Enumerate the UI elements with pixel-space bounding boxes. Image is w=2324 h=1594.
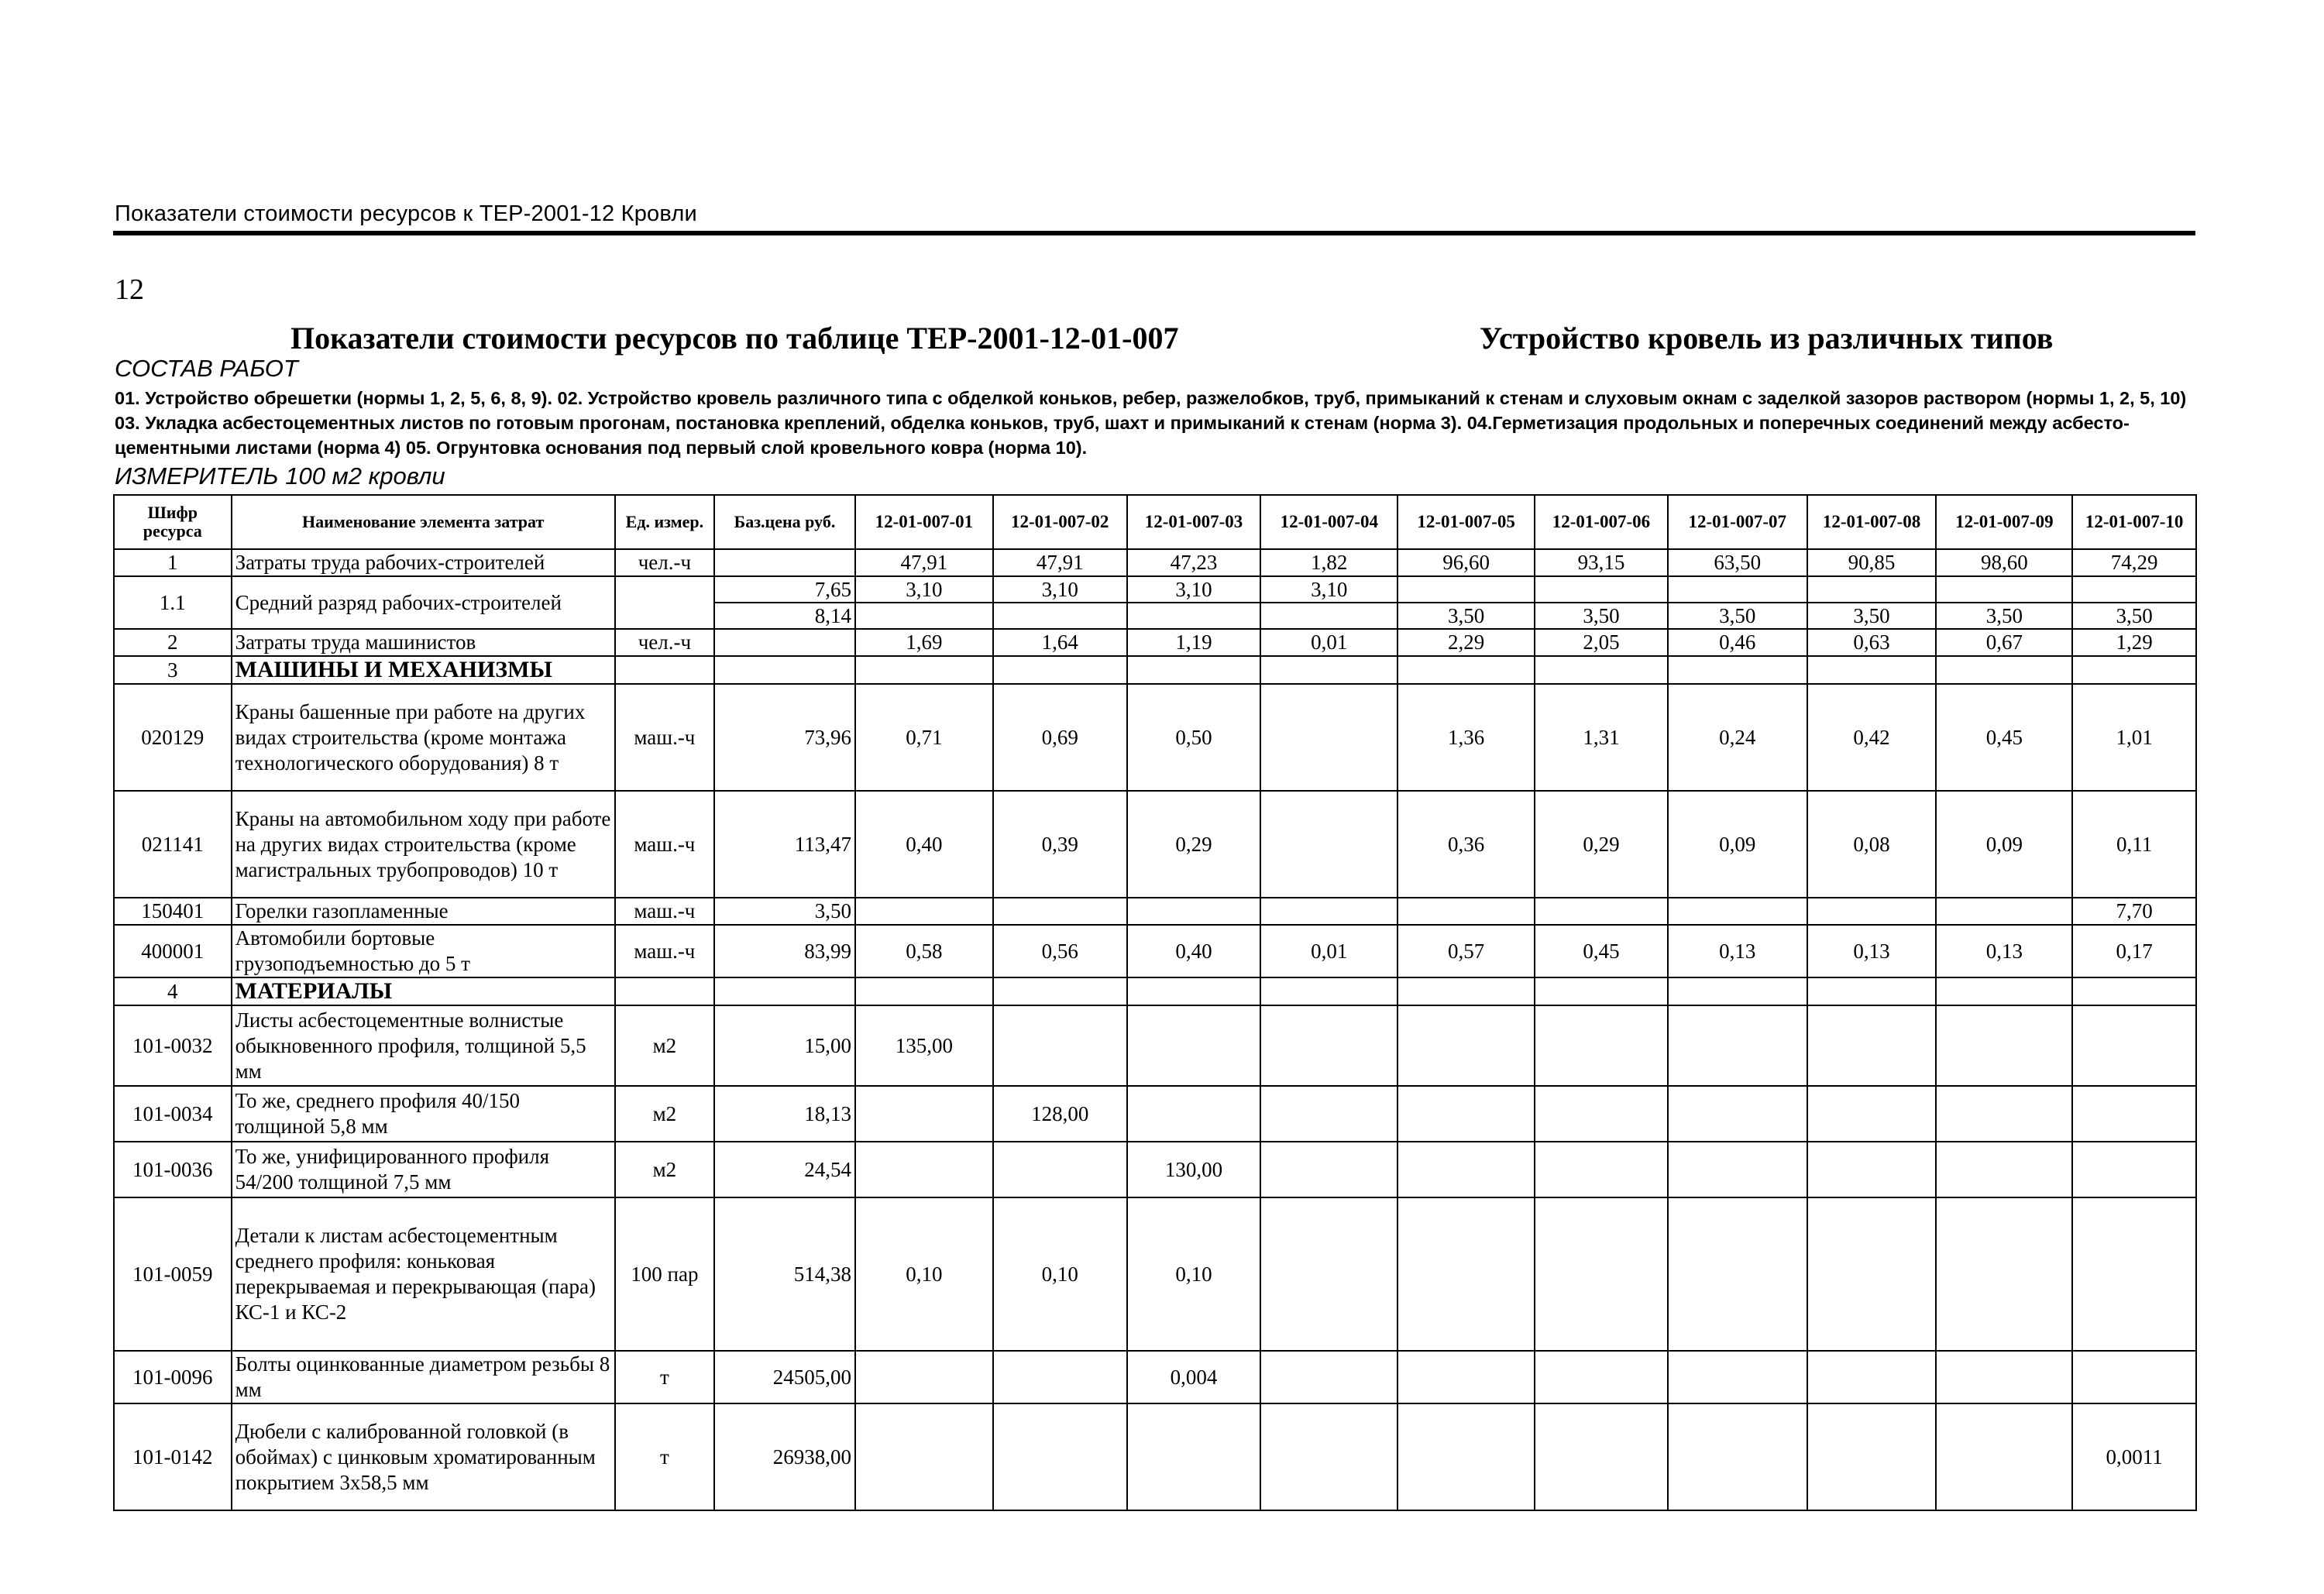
norm-value bbox=[993, 603, 1127, 629]
base-price: 24,54 bbox=[714, 1142, 855, 1197]
resource-unit: 100 пар bbox=[615, 1197, 714, 1351]
resource-cost-table bbox=[113, 494, 2197, 1511]
base-price: 24505,00 bbox=[714, 1351, 855, 1403]
empty-cell bbox=[1397, 977, 1535, 1005]
norm-value bbox=[1397, 1197, 1535, 1351]
table-title: Показатели стоимости ресурсов по таблице ТЕР-2001-12-01-007 bbox=[290, 321, 1179, 356]
resource-unit: маш.-ч bbox=[615, 684, 714, 791]
norm-value bbox=[1936, 1086, 2072, 1142]
norm-value bbox=[1807, 1403, 1937, 1510]
table-subtitle: Устройство кровель из различных типов bbox=[1480, 321, 2054, 356]
empty-cell bbox=[1397, 656, 1535, 684]
norm-value: 0,42 bbox=[1807, 684, 1937, 791]
norm-value: 0,01 bbox=[1260, 629, 1397, 656]
norm-value: 3,10 bbox=[993, 576, 1127, 603]
norm-value: 128,00 bbox=[993, 1086, 1127, 1142]
table-row bbox=[114, 925, 2196, 977]
empty-cell bbox=[993, 977, 1127, 1005]
section-title: МАТЕРИАЛЫ bbox=[232, 977, 615, 1005]
works-heading: СОСТАВ РАБОТ bbox=[115, 355, 298, 382]
norm-value bbox=[1260, 1086, 1397, 1142]
norm-value bbox=[1668, 1197, 1807, 1351]
norm-value: 0,29 bbox=[1535, 791, 1668, 898]
norm-value: 74,29 bbox=[2072, 549, 2196, 576]
norm-value: 0,09 bbox=[1936, 791, 2072, 898]
header-norm: 12-01-007-08 bbox=[1807, 495, 1937, 549]
norm-value: 0,45 bbox=[1535, 925, 1668, 977]
norm-value: 1,01 bbox=[2072, 684, 2196, 791]
norm-value: 3,50 bbox=[2072, 603, 2196, 629]
empty-cell bbox=[855, 656, 993, 684]
norm-value: 135,00 bbox=[855, 1005, 993, 1086]
norm-value: 0,0011 bbox=[2072, 1403, 2196, 1510]
resource-unit: маш.-ч bbox=[615, 925, 714, 977]
norm-value: 0,10 bbox=[855, 1197, 993, 1351]
norm-value bbox=[1397, 576, 1535, 603]
resource-code: 400001 bbox=[114, 925, 232, 977]
base-price: 18,13 bbox=[714, 1086, 855, 1142]
empty-cell bbox=[1127, 656, 1261, 684]
resource-name: Автомобили бортовые грузоподъемностью до 5 т bbox=[232, 925, 615, 977]
header-norm: 12-01-007-03 bbox=[1127, 495, 1261, 549]
norm-value: 0,40 bbox=[1127, 925, 1261, 977]
table-row bbox=[114, 1005, 2196, 1086]
norm-value: 0,29 bbox=[1127, 791, 1261, 898]
resource-name: Болты оцинкованные диаметром резьбы 8 мм bbox=[232, 1351, 615, 1403]
norm-value: 0,36 bbox=[1397, 791, 1535, 898]
base-price: 514,38 bbox=[714, 1197, 855, 1351]
norm-value: 3,50 bbox=[1936, 603, 2072, 629]
header-code: Шифр ресурса bbox=[114, 495, 232, 549]
norm-value bbox=[1936, 576, 2072, 603]
norm-value: 1,29 bbox=[2072, 629, 2196, 656]
empty-cell bbox=[1535, 656, 1668, 684]
resource-unit: м2 bbox=[615, 1086, 714, 1142]
empty-cell bbox=[714, 977, 855, 1005]
norm-value bbox=[1535, 1142, 1668, 1197]
base-price: 83,99 bbox=[714, 925, 855, 977]
table-row bbox=[114, 1403, 2196, 1510]
norm-value bbox=[1127, 898, 1261, 925]
header-norm: 12-01-007-05 bbox=[1397, 495, 1535, 549]
resource-code: 020129 bbox=[114, 684, 232, 791]
norm-value bbox=[1127, 1403, 1261, 1510]
resource-code: 101-0142 bbox=[114, 1403, 232, 1510]
norm-value bbox=[1535, 1403, 1668, 1510]
norm-value bbox=[2072, 1142, 2196, 1197]
norm-value: 0,40 bbox=[855, 791, 993, 898]
measurement-unit: ИЗМЕРИТЕЛЬ 100 м2 кровли bbox=[115, 462, 445, 490]
norm-value: 47,91 bbox=[855, 549, 993, 576]
header-price: Баз.цена руб. bbox=[714, 495, 855, 549]
norm-value: 0,13 bbox=[1807, 925, 1937, 977]
norm-value: 0,45 bbox=[1936, 684, 2072, 791]
resource-name: Затраты труда машинистов bbox=[232, 629, 615, 656]
norm-value bbox=[1807, 1086, 1937, 1142]
norm-value: 0,67 bbox=[1936, 629, 2072, 656]
norm-value bbox=[1260, 1005, 1397, 1086]
table-row bbox=[114, 1351, 2196, 1403]
resource-code: 4 bbox=[114, 977, 232, 1005]
header-norm: 12-01-007-07 bbox=[1668, 495, 1807, 549]
resource-unit bbox=[615, 576, 714, 629]
norm-value bbox=[1535, 898, 1668, 925]
resource-unit: т bbox=[615, 1403, 714, 1510]
section-row bbox=[114, 977, 2196, 1005]
base-price: 73,96 bbox=[714, 684, 855, 791]
header-norm: 12-01-007-02 bbox=[993, 495, 1127, 549]
empty-cell bbox=[855, 977, 993, 1005]
base-price: 3,50 bbox=[714, 898, 855, 925]
norm-value bbox=[1535, 1197, 1668, 1351]
resource-unit: м2 bbox=[615, 1005, 714, 1086]
norm-value: 7,70 bbox=[2072, 898, 2196, 925]
norm-value: 1,64 bbox=[993, 629, 1127, 656]
table-row bbox=[114, 898, 2196, 925]
resource-code: 101-0032 bbox=[114, 1005, 232, 1086]
norm-value bbox=[1668, 1403, 1807, 1510]
norm-value: 3,10 bbox=[855, 576, 993, 603]
norm-value bbox=[1535, 1351, 1668, 1403]
norm-value: 2,05 bbox=[1535, 629, 1668, 656]
header-norm: 12-01-007-04 bbox=[1260, 495, 1397, 549]
empty-cell bbox=[1807, 977, 1937, 1005]
base-price: 15,00 bbox=[714, 1005, 855, 1086]
norm-value bbox=[1397, 1005, 1535, 1086]
norm-value: 0,17 bbox=[2072, 925, 2196, 977]
empty-cell bbox=[615, 977, 714, 1005]
table-row bbox=[114, 629, 2196, 656]
norm-value: 90,85 bbox=[1807, 549, 1937, 576]
norm-value: 0,10 bbox=[993, 1197, 1127, 1351]
norm-value bbox=[855, 1086, 993, 1142]
norm-value bbox=[2072, 1197, 2196, 1351]
norm-value: 0,58 bbox=[855, 925, 993, 977]
norm-value bbox=[855, 1351, 993, 1403]
norm-value bbox=[1668, 576, 1807, 603]
norm-value bbox=[1397, 1403, 1535, 1510]
norm-value: 0,01 bbox=[1260, 925, 1397, 977]
header-name: Наименование элемента затрат bbox=[232, 495, 615, 549]
resource-unit: м2 bbox=[615, 1142, 714, 1197]
norm-value: 93,15 bbox=[1535, 549, 1668, 576]
base-price: 113,47 bbox=[714, 791, 855, 898]
empty-cell bbox=[1260, 656, 1397, 684]
resource-name: Средний разряд рабочих-строителей bbox=[232, 576, 615, 629]
norm-value bbox=[1807, 1142, 1937, 1197]
norm-value bbox=[855, 1403, 993, 1510]
resource-name: Дюбели с калиброванной головкой (в обоймах) с цинковым хроматированным покрытием 3х58,5 мм bbox=[232, 1403, 615, 1510]
resource-name: Краны на автомобильном ходу при работе на других видах строительства (кроме магистральных трубопроводов) 10 т bbox=[232, 791, 615, 898]
resource-unit: чел.-ч bbox=[615, 629, 714, 656]
norm-value bbox=[1260, 1142, 1397, 1197]
resource-code: 150401 bbox=[114, 898, 232, 925]
base-price: 7,65 bbox=[714, 576, 855, 603]
resource-code: 3 bbox=[114, 656, 232, 684]
norm-value bbox=[2072, 576, 2196, 603]
norm-value: 2,29 bbox=[1397, 629, 1535, 656]
works-description: 01. Устройство обрешетки (нормы 1, 2, 5, 6, 8, 9). 02. Устройство кровель различного типа с обделкой коньков, ребер, разжелобков, труб, примыканий к стенам и слуховым окнам с заделкой зазоров раствором (нормы 1, 2, 5, 10) 03. Укладка асбестоцементных листов по готовым прогонам, постановка креплений, обделка коньков, труб, шахт и примыканий к стенам (норма 3). 04.Герметизация продольных и поперечных соединений между асбесто-цементными листами (норма 4) 05. Огрунтовка основания под первый слой кровельного ковра (норма 10). bbox=[115, 388, 2187, 458]
norm-value bbox=[1260, 1351, 1397, 1403]
base-price bbox=[714, 549, 855, 576]
norm-value: 0,10 bbox=[1127, 1197, 1261, 1351]
resource-name: Детали к листам асбестоцементным среднего профиля: коньковая перекрываемая и перекрывающая (пара) КС-1 и КС-2 bbox=[232, 1197, 615, 1351]
resource-code: 101-0059 bbox=[114, 1197, 232, 1351]
empty-cell bbox=[1127, 977, 1261, 1005]
table-row bbox=[114, 791, 2196, 898]
norm-value: 96,60 bbox=[1397, 549, 1535, 576]
empty-cell bbox=[1668, 977, 1807, 1005]
norm-value: 0,24 bbox=[1668, 684, 1807, 791]
table-body bbox=[114, 549, 2196, 1510]
table-header-row bbox=[114, 495, 2196, 549]
norm-value bbox=[1127, 603, 1261, 629]
empty-cell bbox=[1936, 977, 2072, 1005]
empty-cell bbox=[2072, 977, 2196, 1005]
table-row bbox=[114, 1086, 2196, 1142]
norm-value bbox=[1260, 1197, 1397, 1351]
norm-value bbox=[2072, 1005, 2196, 1086]
resource-name: Листы асбестоцементные волнистые обыкновенного профиля, толщиной 5,5 мм bbox=[232, 1005, 615, 1086]
table-row bbox=[114, 684, 2196, 791]
norm-value bbox=[855, 1142, 993, 1197]
empty-cell bbox=[2072, 656, 2196, 684]
resource-code: 021141 bbox=[114, 791, 232, 898]
norm-value bbox=[1807, 1005, 1937, 1086]
norm-value: 0,69 bbox=[993, 684, 1127, 791]
norm-value: 47,23 bbox=[1127, 549, 1261, 576]
table-row bbox=[114, 1142, 2196, 1197]
section-title: МАШИНЫ И МЕХАНИЗМЫ bbox=[232, 656, 615, 684]
norm-value: 0,71 bbox=[855, 684, 993, 791]
resource-code: 101-0096 bbox=[114, 1351, 232, 1403]
resource-name: Затраты труда рабочих-строителей bbox=[232, 549, 615, 576]
resource-name: Горелки газопламенные bbox=[232, 898, 615, 925]
empty-cell bbox=[1668, 656, 1807, 684]
norm-value bbox=[1936, 1351, 2072, 1403]
norm-value: 0,39 bbox=[993, 791, 1127, 898]
norm-value bbox=[1535, 1005, 1668, 1086]
empty-cell bbox=[714, 656, 855, 684]
resource-code: 2 bbox=[114, 629, 232, 656]
norm-value: 3,50 bbox=[1668, 603, 1807, 629]
norm-value: 0,57 bbox=[1397, 925, 1535, 977]
norm-value: 0,11 bbox=[2072, 791, 2196, 898]
header-norm: 12-01-007-01 bbox=[855, 495, 993, 549]
empty-cell bbox=[1936, 656, 2072, 684]
norm-value bbox=[1260, 791, 1397, 898]
norm-value: 1,31 bbox=[1535, 684, 1668, 791]
norm-value bbox=[1668, 1005, 1807, 1086]
base-price: 26938,00 bbox=[714, 1403, 855, 1510]
resource-code: 1.1 bbox=[114, 576, 232, 629]
norm-value: 3,10 bbox=[1260, 576, 1397, 603]
running-title: Показатели стоимости ресурсов к ТЕР-2001-12 Кровли bbox=[115, 201, 697, 226]
norm-value bbox=[1668, 898, 1807, 925]
resource-name: То же, унифицированного профиля 54/200 толщиной 7,5 мм bbox=[232, 1142, 615, 1197]
empty-cell bbox=[1260, 977, 1397, 1005]
norm-value bbox=[1668, 1142, 1807, 1197]
norm-value bbox=[1936, 1142, 2072, 1197]
norm-value: 130,00 bbox=[1127, 1142, 1261, 1197]
resource-name: Краны башенные при работе на других видах строительства (кроме монтажа технологического оборудования) 8 т bbox=[232, 684, 615, 791]
norm-value: 0,004 bbox=[1127, 1351, 1261, 1403]
norm-value: 3,10 bbox=[1127, 576, 1261, 603]
empty-cell bbox=[1535, 977, 1668, 1005]
resource-code: 101-0036 bbox=[114, 1142, 232, 1197]
resource-name: То же, среднего профиля 40/150 толщиной 5,8 мм bbox=[232, 1086, 615, 1142]
norm-value bbox=[1397, 1351, 1535, 1403]
norm-value: 0,50 bbox=[1127, 684, 1261, 791]
norm-value: 0,56 bbox=[993, 925, 1127, 977]
norm-value bbox=[1936, 1005, 2072, 1086]
norm-value bbox=[2072, 1351, 2196, 1403]
norm-value bbox=[1535, 576, 1668, 603]
empty-cell bbox=[615, 656, 714, 684]
norm-value bbox=[1260, 898, 1397, 925]
norm-value: 3,50 bbox=[1397, 603, 1535, 629]
norm-value bbox=[993, 1403, 1127, 1510]
norm-value bbox=[1535, 1086, 1668, 1142]
norm-value bbox=[993, 898, 1127, 925]
norm-value bbox=[2072, 1086, 2196, 1142]
norm-value bbox=[993, 1142, 1127, 1197]
base-price bbox=[714, 629, 855, 656]
norm-value bbox=[1260, 1403, 1397, 1510]
norm-value bbox=[1397, 898, 1535, 925]
norm-value: 0,13 bbox=[1668, 925, 1807, 977]
resource-unit: чел.-ч bbox=[615, 549, 714, 576]
resource-unit: маш.-ч bbox=[615, 791, 714, 898]
norm-value bbox=[1127, 1005, 1261, 1086]
norm-value bbox=[1936, 1403, 2072, 1510]
norm-value bbox=[1936, 898, 2072, 925]
norm-value bbox=[1260, 603, 1397, 629]
norm-value bbox=[1127, 1086, 1261, 1142]
table-row bbox=[114, 576, 2196, 603]
norm-value: 3,50 bbox=[1535, 603, 1668, 629]
norm-value bbox=[1807, 898, 1937, 925]
norm-value bbox=[855, 898, 993, 925]
resource-unit: маш.-ч bbox=[615, 898, 714, 925]
norm-value bbox=[1807, 1351, 1937, 1403]
norm-value bbox=[993, 1005, 1127, 1086]
norm-value bbox=[1260, 684, 1397, 791]
header-norm: 12-01-007-09 bbox=[1936, 495, 2072, 549]
norm-value: 0,13 bbox=[1936, 925, 2072, 977]
header-norm: 12-01-007-10 bbox=[2072, 495, 2196, 549]
table-row bbox=[114, 1197, 2196, 1351]
resource-code: 101-0034 bbox=[114, 1086, 232, 1142]
norm-value: 0,09 bbox=[1668, 791, 1807, 898]
header-norm: 12-01-007-06 bbox=[1535, 495, 1668, 549]
empty-cell bbox=[993, 656, 1127, 684]
norm-value: 0,63 bbox=[1807, 629, 1937, 656]
norm-value bbox=[1807, 576, 1937, 603]
norm-value: 0,46 bbox=[1668, 629, 1807, 656]
resource-unit: т bbox=[615, 1351, 714, 1403]
resource-code: 1 bbox=[114, 549, 232, 576]
base-price: 8,14 bbox=[714, 603, 855, 629]
norm-value: 0,08 bbox=[1807, 791, 1937, 898]
norm-value: 1,19 bbox=[1127, 629, 1261, 656]
section-row bbox=[114, 656, 2196, 684]
empty-cell bbox=[1807, 656, 1937, 684]
norm-value: 1,82 bbox=[1260, 549, 1397, 576]
norm-value: 1,36 bbox=[1397, 684, 1535, 791]
norm-value bbox=[1936, 1197, 2072, 1351]
table-row bbox=[114, 549, 2196, 576]
norm-value bbox=[855, 603, 993, 629]
norm-value: 3,50 bbox=[1807, 603, 1937, 629]
norm-value bbox=[1668, 1086, 1807, 1142]
norm-value: 1,69 bbox=[855, 629, 993, 656]
norm-value: 98,60 bbox=[1936, 549, 2072, 576]
norm-value bbox=[1397, 1142, 1535, 1197]
norm-value bbox=[1807, 1197, 1937, 1351]
page-number: 12 bbox=[115, 273, 144, 306]
norm-value bbox=[993, 1351, 1127, 1403]
header-rule bbox=[113, 231, 2195, 235]
header-unit: Ед. измер. bbox=[615, 495, 714, 549]
norm-value bbox=[1668, 1351, 1807, 1403]
norm-value: 63,50 bbox=[1668, 549, 1807, 576]
norm-value: 47,91 bbox=[993, 549, 1127, 576]
norm-value bbox=[1397, 1086, 1535, 1142]
